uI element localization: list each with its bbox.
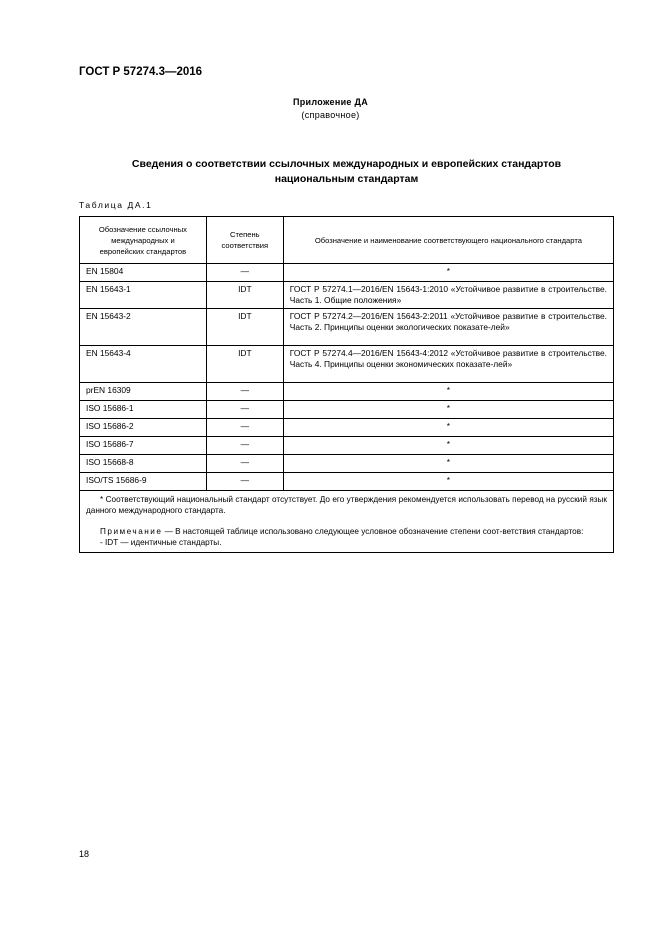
degree-cell: —: [206, 383, 283, 401]
table-row: [80, 455, 614, 473]
national-cell: ГОСТ Р 57274.2—2016/EN 15643-2:2011 «Устойчивое развитие в строительстве. Часть 2. Принципы оценки экологических показате-лей»: [283, 309, 613, 346]
table-row: [80, 309, 614, 346]
table-row: [80, 437, 614, 455]
main-title-line1: Сведения о соответствии ссылочных международных и европейских стандартов: [131, 158, 562, 170]
table-row: [80, 264, 614, 282]
degree-cell: —: [206, 455, 283, 473]
table-row: [80, 383, 614, 401]
national-cell: *: [283, 264, 613, 282]
table-label: Таблица ДА.1: [79, 200, 153, 210]
document-code: ГОСТ Р 57274.3—2016: [79, 66, 203, 78]
table-row: [80, 419, 614, 437]
ref-cell: EN 15643-4: [80, 346, 207, 383]
national-cell: *: [283, 473, 613, 491]
note-label: Примечание: [100, 527, 163, 536]
col-header-degree: Степень соответствия: [206, 217, 283, 264]
annex-title: Приложение ДА: [292, 97, 369, 107]
correspondence-table: [79, 216, 614, 553]
table-note-row: [80, 491, 614, 553]
note-paragraph: [86, 527, 607, 538]
ref-cell: EN 15804: [80, 264, 207, 282]
degree-cell: —: [206, 473, 283, 491]
table-row: [80, 473, 614, 491]
degree-cell: —: [206, 419, 283, 437]
table-row: [80, 282, 614, 309]
national-cell: *: [283, 419, 613, 437]
table-header-row: [80, 217, 614, 264]
national-cell: ГОСТ Р 57274.4—2016/EN 15643-4:2012 «Устойчивое развитие в строительстве. Часть 4. Принципы оценки экономических показате-лей»: [283, 346, 613, 383]
national-cell: *: [283, 455, 613, 473]
ref-cell: ISO/TS 15686-9: [80, 473, 207, 491]
degree-cell: —: [206, 264, 283, 282]
table-row: [80, 346, 614, 383]
col-header-national: Обозначение и наименование соответствующего национального стандарта: [283, 217, 613, 264]
annex-subtitle: (справочное): [301, 110, 360, 120]
ref-cell: EN 15643-1: [80, 282, 207, 309]
ref-cell: ISO 15686-2: [80, 419, 207, 437]
table-row: [80, 401, 614, 419]
national-cell: ГОСТ Р 57274.1—2016/EN 15643-1:2010 «Устойчивое развитие в строительстве. Часть 1. Общие положения»: [283, 282, 613, 309]
note-item: - IDT — идентичные стандарты.: [100, 537, 222, 547]
national-cell: *: [283, 401, 613, 419]
main-title: [80, 157, 613, 187]
page-number: 18: [79, 849, 90, 859]
footnote-text: * Соответствующий национальный стандарт отсутствует. До его утверждения рекомендуется использовать перевод на русский язык данного международного стандарта.: [86, 495, 607, 515]
ref-cell: ISO 15686-7: [80, 437, 207, 455]
degree-cell: IDT: [206, 309, 283, 346]
degree-cell: —: [206, 437, 283, 455]
degree-cell: —: [206, 401, 283, 419]
degree-cell: IDT: [206, 346, 283, 383]
col-header-ref: Обозначение ссылочных международных и европейских стандартов: [80, 217, 207, 264]
ref-cell: prEN 16309: [80, 383, 207, 401]
ref-cell: EN 15643-2: [80, 309, 207, 346]
ref-cell: ISO 15668-8: [80, 455, 207, 473]
table-note-cell: [80, 491, 614, 553]
national-cell: *: [283, 437, 613, 455]
ref-cell: ISO 15686-1: [80, 401, 207, 419]
main-title-line2: национальным стандартам: [274, 173, 419, 185]
degree-cell: IDT: [206, 282, 283, 309]
note-text: — В настоящей таблице использовано следующее условное обозначение степени соот-ветствия стандартов:: [162, 527, 584, 536]
national-cell: *: [283, 383, 613, 401]
